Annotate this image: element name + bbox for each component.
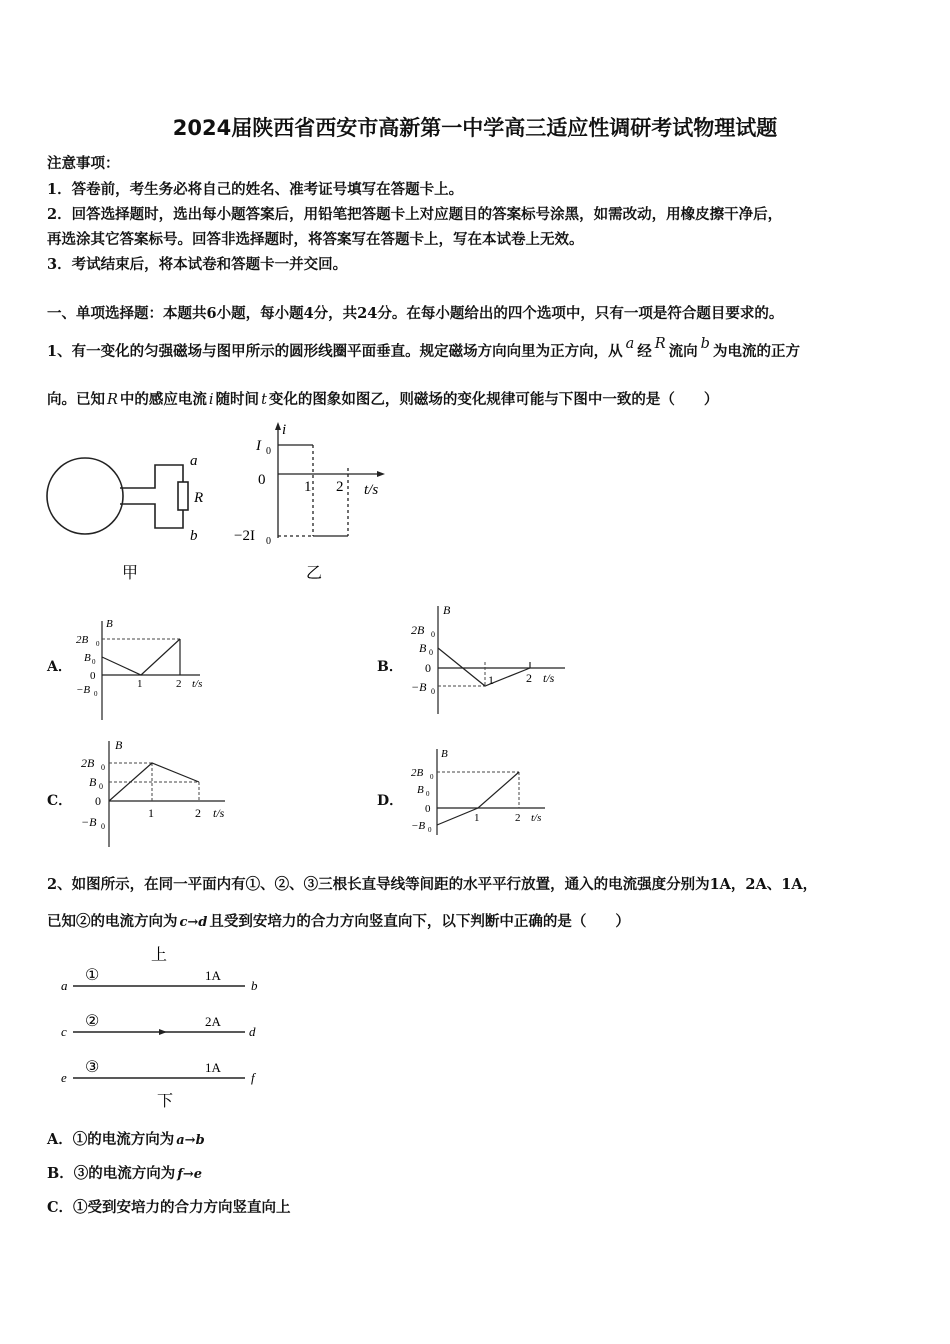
q2-dir-cd: c→d [179, 915, 208, 930]
option-a-graph [70, 615, 230, 725]
q1-text-b: 为电流的正方 [712, 343, 800, 360]
c-2B0: 2B [81, 756, 95, 770]
label-down: 下 [157, 1093, 174, 1110]
label-b: b [190, 528, 198, 544]
page-title: 2024届陕西省西安市高新第一中学高三适应性调研考试物理试题 [172, 116, 778, 140]
axis-t: t/s [364, 482, 379, 498]
q1-line-1 [47, 336, 800, 361]
c-t2: 2 [195, 806, 201, 820]
d-B0-sub: 0 [426, 790, 430, 798]
a-2B0-sub: 0 [96, 640, 100, 648]
notice-item-2b: 再选涂其它答案标号。回答非选择题时，将答案写在答题卡上，写在本试卷上无效。 [47, 231, 584, 248]
axis-i: i [282, 422, 287, 438]
q1-sym-i: i [208, 392, 214, 408]
a-t2: 2 [176, 678, 182, 690]
label-I0-sub: 0 [266, 446, 271, 457]
option-c-graph [75, 735, 245, 850]
q1-line2-d: 变化的图象如图乙，则磁场的变化规律可能与下图中一致的是（ ） [268, 391, 719, 408]
end-e: e [61, 1070, 67, 1085]
d-2B0-sub: 0 [430, 773, 434, 781]
d-tl: t/s [531, 812, 542, 824]
notice-item-3: 3．考试结束后，将本试卷和答题卡一并交回。 [47, 256, 348, 273]
d-B0: B [417, 784, 424, 796]
c-2B0-sub: 0 [101, 763, 105, 772]
resistor [178, 482, 188, 510]
figure-yi [230, 418, 400, 588]
q1-via: 经 [637, 343, 652, 360]
tick-1: 1 [304, 479, 312, 495]
d-axis-B: B [441, 748, 448, 760]
label-up: 上 [151, 947, 168, 964]
q1-sym-b: b [700, 336, 710, 352]
b-B0-sub: 0 [429, 648, 433, 657]
q2-line2-b: 且受到安培力的合力方向竖直向下，以下判断中正确的是（ ） [209, 913, 630, 930]
option-a-label: A． [47, 659, 72, 675]
q2-wires-figure [55, 940, 275, 1110]
wire-2-label: ② [85, 1013, 100, 1030]
d-t1: 1 [474, 812, 480, 824]
notice-item-2a: 2．回答选择题时，选出每小题答案后，用铅笔把答题卡上对应题目的答案标号涂黑，如需改动，用橡皮擦干净后， [47, 206, 783, 223]
option-b-label: B． [377, 659, 403, 675]
label-neg2I0-sub: 0 [266, 536, 271, 547]
end-c: c [61, 1024, 67, 1039]
b-t2: 2 [526, 671, 532, 685]
b-2B0-sub: 0 [431, 630, 435, 639]
wire-1-label: ① [85, 967, 100, 984]
q2-option-a-dir: a→b [176, 1133, 205, 1148]
label-a: a [190, 453, 198, 469]
a-2B0: 2B [76, 634, 89, 646]
label-R: R [194, 490, 204, 506]
label-neg2I0: −2I [234, 528, 255, 544]
b-axis-B: B [443, 603, 451, 617]
b-tl: t/s [543, 671, 555, 685]
label-I0: I [256, 438, 261, 454]
d-negB0: −B [411, 820, 426, 832]
option-d-label: D． [377, 793, 404, 809]
b-zero: 0 [425, 661, 431, 675]
q2-line-2 [47, 910, 630, 931]
label-zero: 0 [258, 472, 266, 488]
a-zero: 0 [90, 670, 96, 682]
d-negB0-sub: 0 [428, 826, 432, 834]
notice-item-1: 1．答卷前，考生务必将自己的姓名、准考证号填写在答题卡上。 [47, 181, 464, 198]
c-B0-sub: 0 [99, 782, 103, 791]
d-2B0: 2B [411, 767, 424, 779]
figure-jia [40, 440, 240, 590]
end-d: d [249, 1024, 256, 1039]
q1-sym-R: R [654, 336, 666, 352]
caption-yi: 乙 [306, 565, 323, 582]
q2-option-c: C．①受到安培力的合力方向竖直向上 [47, 1199, 291, 1216]
c-t1: 1 [148, 806, 154, 820]
q1-line2-a: 向。已知 [47, 391, 105, 408]
wire-2-current: 2A [205, 1014, 221, 1029]
q2-option-a-text: A．①的电流方向为 [47, 1131, 175, 1148]
q1-sym-R2: R [107, 392, 118, 408]
a-negB0-sub: 0 [94, 690, 98, 698]
end-b: b [251, 978, 258, 993]
a-B0: B [84, 652, 91, 664]
q2-option-b-dir: f→e [177, 1167, 203, 1182]
q2-option-b-text: B．③的电流方向为 [47, 1165, 176, 1182]
b-2B0: 2B [411, 623, 425, 637]
c-zero: 0 [95, 794, 101, 808]
b-t1: 1 [488, 673, 494, 687]
end-f: f [251, 1070, 255, 1085]
q2-line2-a: 已知②的电流方向为 [47, 913, 178, 930]
q1-flow: 流向 [668, 343, 698, 360]
d-t2: 2 [515, 812, 521, 824]
b-negB0-sub: 0 [431, 687, 435, 696]
q2-option-a [47, 1128, 205, 1149]
q1-line-2 [47, 388, 718, 409]
section-heading: 一、单项选择题：本题共6小题，每小题4分，共24分。在每小题给出的四个选项中，只有一项是符合题目要求的。 [47, 305, 784, 322]
a-t1: 1 [137, 678, 143, 690]
d-zero: 0 [425, 803, 431, 815]
wire-1-current: 1A [205, 968, 221, 983]
wire-3-current: 1A [205, 1060, 221, 1075]
a-axis-B: B [106, 618, 113, 630]
option-d-graph [405, 745, 565, 840]
a-negB0: −B [76, 684, 91, 696]
c-negB0: −B [81, 815, 97, 829]
c-B0: B [89, 775, 97, 789]
tick-2: 2 [336, 479, 344, 495]
caption-jia: 甲 [122, 565, 139, 582]
q1-sym-t: t [261, 392, 267, 408]
q1-line2-b: 中的感应电流 [119, 391, 207, 408]
q1-text-a: 1、有一变化的匀强磁场与图甲所示的圆形线圈平面垂直。规定磁场方向向里为正方向，从 [47, 343, 623, 360]
option-b-graph [405, 600, 575, 720]
q1-line2-c: 随时间 [215, 391, 260, 408]
c-negB0-sub: 0 [101, 822, 105, 831]
a-tl: t/s [192, 678, 203, 690]
b-B0: B [419, 641, 427, 655]
b-negB0: −B [411, 680, 427, 694]
option-c-label: C． [47, 793, 73, 809]
q2-line-1: 2、如图所示，在同一平面内有①、②、③三根长直导线等间距的水平平行放置，通入的电流强度分别为1A，2A、1A， [47, 876, 818, 893]
end-a: a [61, 978, 68, 993]
c-axis-B: B [115, 738, 123, 752]
q2-option-b [47, 1162, 202, 1183]
q1-sym-a: a [625, 336, 635, 352]
notice-heading: 注意事项： [47, 155, 120, 172]
a-B0-sub: 0 [92, 658, 96, 666]
c-tl: t/s [213, 806, 225, 820]
wire-3-label: ③ [85, 1059, 100, 1076]
